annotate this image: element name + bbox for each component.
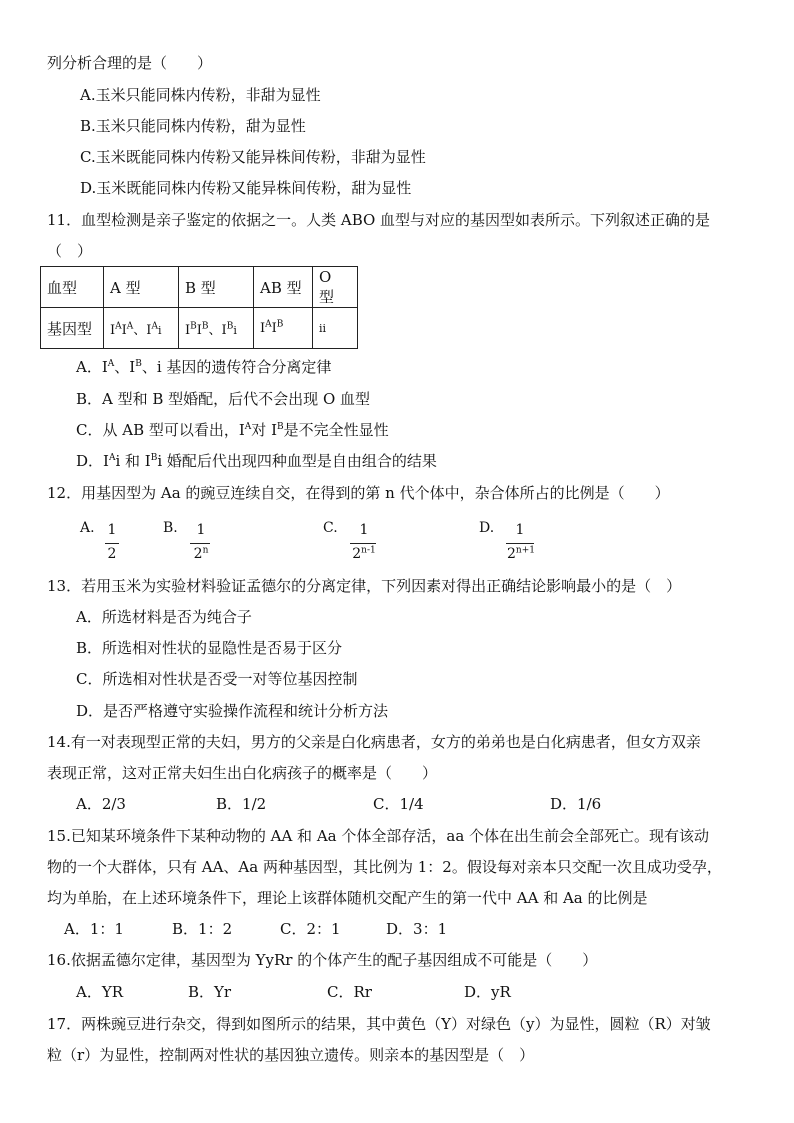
q14-stem-line1: 14.有一对表现型正常的夫妇，男方的父亲是白化病患者，女方的弟弟也是白化病患者，但女方双亲 xyxy=(47,733,701,751)
table-cell-a-genotype: $I^AI^A$、$I^Ai$ xyxy=(104,308,179,349)
q15-option-a: A．1：1 xyxy=(64,920,124,938)
q16-option-b: B．Yr xyxy=(188,983,232,1001)
q14-option-a: A．2/3 xyxy=(76,795,126,813)
q16-option-a: A．YR xyxy=(76,983,124,1001)
table-cell-ab-genotype: $I^AI^B$ xyxy=(254,308,313,349)
q11-paren: （ ） xyxy=(47,242,93,260)
q15-stem-line3: 均为单胎，在上述环境条件下，理论上该群体随机交配产生的第一代中 AA 和 Aa 的比例是 xyxy=(47,889,648,907)
q15-stem-line2: 物的一个大群体，只有 AA、Aa 两种基因型，其比例为 1：2。假设每对亲本只交配一次且成功受孕， xyxy=(47,858,722,876)
q15-option-d: D．3：1 xyxy=(386,920,448,938)
q17-stem-line1: 17．两株豌豆进行杂交，得到如图所示的结果，其中黄色（Y）对绿色（y）为显性，圆粒（R）对皱 xyxy=(47,1015,711,1033)
q14-option-c: C．1/4 xyxy=(373,795,424,813)
table-header-row xyxy=(41,267,358,308)
q10-option-b: B.玉米只能同株内传粉，甜为显性 xyxy=(80,117,306,135)
table-cell-o-genotype: ii xyxy=(313,308,358,349)
q17-stem-line2: 粒（r）为显性，控制两对性状的基因独立遗传。则亲本的基因型是（ ） xyxy=(47,1046,535,1064)
table-header-cell: A 型 xyxy=(104,267,179,308)
q11-option-d: D．$I^Ai$ 和 $I^Bi$ 婚配后代出现四种血型是自由组合的结果 xyxy=(76,452,437,470)
blood-type-table xyxy=(40,266,358,349)
q13-option-b: B．所选相对性状的显隐性是否易于区分 xyxy=(76,639,343,657)
q15-option-b: B．1：2 xyxy=(172,920,233,938)
q12-stem: 12．用基因型为 Aa 的豌豆连续自交，在得到的第 n 代个体中，杂合体所占的比例是（ ） xyxy=(47,484,670,502)
q16-option-c: C．Rr xyxy=(327,983,372,1001)
q11-option-a: A．$I^A$、$I^B$、i 基因的遗传符合分离定律 xyxy=(76,358,332,376)
table-header-cell: 血型 xyxy=(41,267,104,308)
q13-option-a: A．所选材料是否为纯合子 xyxy=(76,608,252,626)
table-header-cell: B 型 xyxy=(179,267,254,308)
q14-stem-line2: 表现正常，这对正常夫妇生出白化病孩子的概率是（ ） xyxy=(47,764,438,782)
table-row xyxy=(41,308,358,349)
table-header-cell: O 型 xyxy=(313,267,358,308)
q16-option-d: D．yR xyxy=(464,983,511,1001)
q10-option-a: A.玉米只能同株内传粉，非甜为显性 xyxy=(80,86,321,104)
q16-stem: 16.依据孟德尔定律，基因型为 YyRr 的个体产生的配子基因组成不可能是（ ） xyxy=(47,951,598,969)
q11-stem: 11．血型检测是亲子鉴定的依据之一。人类 ABO 血型与对应的基因型如表所示。下列叙述正确的是 xyxy=(47,211,711,229)
q13-stem: 13．若用玉米为实验材料验证孟德尔的分离定律，下列因素对得出正确结论影响最小的是（ ） xyxy=(47,577,682,595)
q14-option-d: D．1/6 xyxy=(550,795,602,813)
q11-option-c: C．从 AB 型可以看出，$I^A$对 $I^B$是不完全性显性 xyxy=(76,421,389,439)
q14-option-b: B．1/2 xyxy=(216,795,267,813)
table-header-cell: AB 型 xyxy=(254,267,313,308)
q10-stem-tail: 列分析合理的是（ ） xyxy=(47,54,213,72)
q10-option-c: C.玉米既能同株内传粉又能异株间传粉，非甜为显性 xyxy=(80,148,426,166)
table-row-label: 基因型 xyxy=(41,308,104,349)
q10-option-d: D.玉米既能同株内传粉又能异株间传粉，甜为显性 xyxy=(80,179,412,197)
q15-stem-line1: 15.已知某环境条件下某种动物的 AA 和 Aa 个体全部存活，aa 个体在出生前会全部死亡。现有该动 xyxy=(47,827,710,845)
q13-option-c: C．所选相对性状是否受一对等位基因控制 xyxy=(76,670,358,688)
q15-option-c: C．2：1 xyxy=(280,920,341,938)
q13-option-d: D．是否严格遵守实验操作流程和统计分析方法 xyxy=(76,702,389,720)
table-cell-b-genotype: $I^BI^B$、$I^Bi$ xyxy=(179,308,254,349)
q11-option-b: B．A 型和 B 型婚配，后代不会出现 O 血型 xyxy=(76,390,371,408)
